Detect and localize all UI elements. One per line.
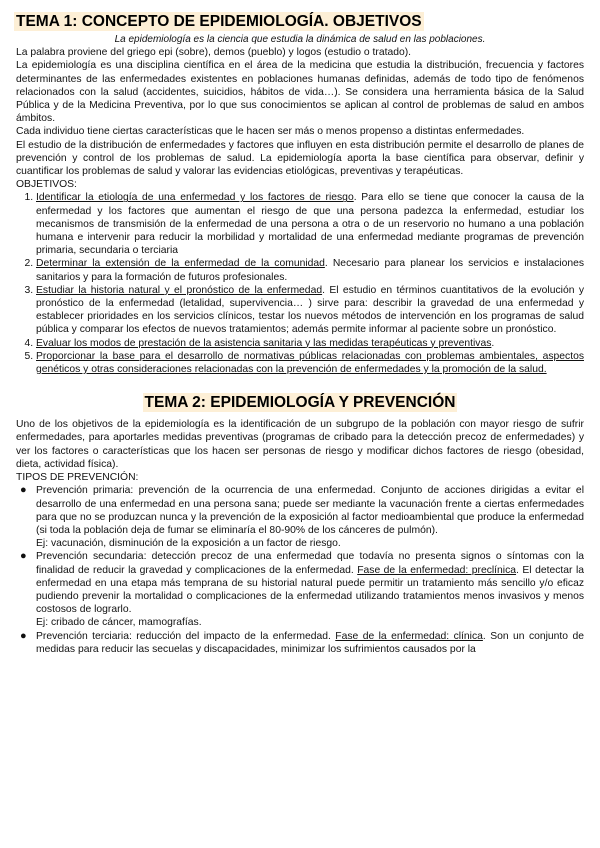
prevencion-secundaria-text-cont: . El detectar la enfermedad en una etapa más temprana de su historial natural puede permitir un tratamiento más sencillo y/o eficaz pudiendo prevenir la mortalidad o complicaciones de la enfermedad utilizando tratamientos menos invasivos y menos costosos de lograrlo. bbox=[36, 564, 584, 616]
prevencion-secundaria-example: Ej: cribado de cáncer, mamografías. bbox=[36, 617, 202, 629]
fase-preclinica: Fase de la enfermedad: preclínica bbox=[357, 564, 517, 576]
tipos-label: TIPOS DE PREVENCIÓN: bbox=[16, 472, 139, 484]
objetivo-text: . Necesario para planear los servicios e instalaciones sanitarios y para la formación de futuros profesionales. bbox=[36, 258, 584, 283]
tema1-paragraph-3: Cada individuo tiene ciertas características que le hacen ser más o menos propenso a distintas enfermedades. bbox=[16, 126, 525, 138]
prevencion-terciaria-item bbox=[20, 629, 584, 656]
objetivo-item bbox=[36, 337, 584, 350]
prevencion-terciaria-text: Prevención terciaria: reducción del impacto de la enfermedad. bbox=[36, 630, 336, 642]
tema1-title: TEMA 1: CONCEPTO DE EPIDEMIOLOGÍA. OBJETIVOS bbox=[16, 13, 422, 30]
tema2-paragraph-1: Uno de los objetivos de la epidemiología es la identificación de un subgrupo de la población con mayor riesgo de sufrir enfermedades, para aportarles medidas preventivas (programas de cribado para la detección precoz de enfermedades) y ver los factores o características que los hacen ser personas de riesgo y modificar dichos factores de riesgo (obesidad, dieta, actividad física). bbox=[16, 419, 584, 470]
tema1-paragraph-1: La palabra proviene del griego epi (sobre), demos (pueblo) y logos (estudio o tratado). bbox=[16, 47, 412, 59]
bullet-icon: ● bbox=[20, 629, 27, 642]
objetivo-heading: Identificar la etiología de una enfermedad y los factores de riesgo bbox=[36, 192, 354, 204]
fase-clinica: Fase de la enfermedad: clínica bbox=[335, 630, 483, 642]
objetivo-heading: Estudiar la historia natural y el pronóstico de la enfermedad bbox=[36, 284, 323, 296]
objetivo-item bbox=[36, 350, 584, 376]
objetivos-list bbox=[16, 191, 584, 376]
prevencion-primaria-example: Ej: vacunación, disminución de la exposición a un factor de riesgo. bbox=[36, 538, 341, 550]
bullet-icon: ● bbox=[20, 550, 27, 563]
tema1-paragraph-2: La epidemiología es una disciplina científica en el área de la medicina que estudia la distribución, frecuencia y factores determinantes de las enfermedades existentes en poblaciones humanas definidas, además de todo tipo de fenómenos relacionados con la salud (accidentes, suicidios, hábitos de vida…). Se considera una herramienta básica de la Salud Pública y de la Medicina Preventiva, por lo que sus conocimientos se aplican al control de problemas de salud en ambos ámbitos. bbox=[16, 60, 584, 125]
tema1-paragraph-4: El estudio de la distribución de enfermedades y factores que influyen en esta distribución permite el desarrollo de planes de prevención y control de los problemas de salud. La epidemiología aporta la base científica para observar, definir y cuantificar los problemas de salud y valorar las evidencias etiológicas, preventivas y terapéuticas. bbox=[16, 139, 584, 178]
tipos-prevencion-list bbox=[16, 484, 584, 656]
bullet-icon: ● bbox=[20, 484, 27, 497]
objetivo-text: . Para ello se tiene que conocer la causa de la enfermedad y los factores que aumentan el riesgo de que una persona padezca la enfermedad, estudiar los mecanismos de transmisión de la enfermedad de una persona a otra o de un reservorio no humano a una población humana e intervenir para reducir la morbilidad y mortalidad de una enfermedad mediante programas de prevención primaria, secundaria o terciaria bbox=[36, 192, 585, 257]
objetivo-item bbox=[36, 191, 584, 257]
objetivo-heading: Evaluar los modos de prestación de la asistencia sanitaria y las medidas terapéuticas y preventivas bbox=[36, 337, 492, 349]
objetivo-heading: Determinar la extensión de la enfermedad de la comunidad bbox=[36, 258, 325, 270]
tema1-quote: La epidemiología es la ciencia que estudia la dinámica de salud en las poblaciones. bbox=[114, 34, 486, 45]
prevencion-primaria-item bbox=[20, 484, 584, 550]
objetivo-heading: Proporcionar la base para el desarrollo de normativas públicas relacionadas con problemas ambientales, aspectos genéticos y otras consideraciones relacionadas con la prevención de enfermedades y la promoción de la salud. bbox=[36, 350, 584, 376]
prevencion-secundaria-item bbox=[20, 550, 584, 629]
objetivo-text: . El estudio en términos cuantitativos de la evolución y pronóstico de la enfermedad (letalidad, supervivencia… ) sirve para: describir la gravedad de una enfermedad y establecer prioridades en los servicios clínicos, testar los nuevos métodos de intervención en los programas de salud pública y comparar los efectos de nuevos tratamientos; además permite informar al paciente sobre un pronóstico. bbox=[36, 284, 584, 336]
objetivos-label: OBJETIVOS: bbox=[16, 179, 77, 191]
objetivo-text: . bbox=[491, 337, 495, 349]
prevencion-secundaria-text: Prevención secundaria: detección precoz de una enfermedad que todavía no presenta signos o síntomas con la finalidad de reducir la gravedad y complicaciones de la enfermedad. bbox=[36, 551, 584, 576]
tema2-title: TEMA 2: EPIDEMIOLOGÍA Y PREVENCIÓN bbox=[144, 394, 456, 412]
prevencion-terciaria-text-cont: . Son un conjunto de medidas para reducir las secuelas y discapacidades, minimizar los sufrimientos causados por la bbox=[36, 630, 584, 655]
objetivo-item bbox=[36, 284, 584, 337]
prevencion-primaria-text: Prevención primaria: prevención de la ocurrencia de una enfermedad. Conjunto de acciones dirigidas a evitar el desarrollo de una enfermedad en una persona sana; puede ser mediante la vacunación frente a ciertas enfermedades para que no se produzcan nunca y la prevención de la exposición al factor medioambiental que produce la enfermedad (si toda la población deja de fumar se eliminaría el 80-90% de los cánceres de pulmón). bbox=[36, 485, 584, 536]
tema2-heading-row bbox=[16, 393, 584, 412]
objetivo-item bbox=[36, 257, 584, 283]
